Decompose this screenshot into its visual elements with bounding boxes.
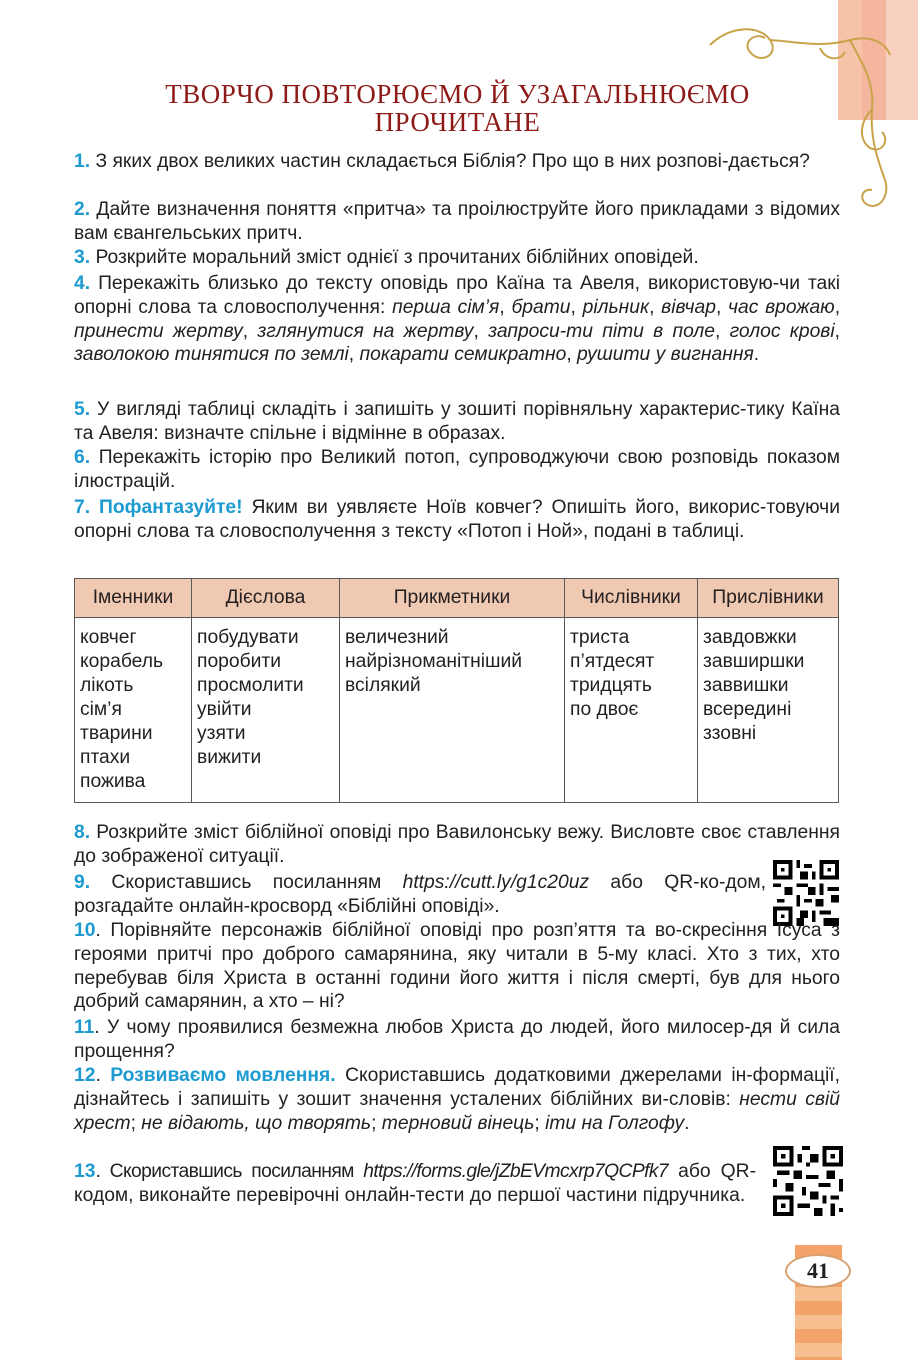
link-forms[interactable]: https://forms.gle/jZbEVmcxrp7QCPfk7	[363, 1161, 669, 1182]
expression: терновий вінець	[381, 1112, 535, 1134]
question-11	[74, 1016, 840, 1064]
word: птахи	[80, 747, 131, 768]
question-6	[74, 446, 840, 494]
question-text: Скориставшись посиланням	[90, 872, 403, 893]
question-text: . У чому проявилися безмежна любов Христа до людей, його милосер-дя й сила прощення?	[74, 1017, 840, 1062]
table-header-row	[75, 579, 839, 618]
table-row	[75, 618, 839, 803]
question-number: 12	[74, 1065, 96, 1086]
header-nouns: Іменники	[75, 579, 192, 618]
question-text: або QR-кодом, виконайте перевірочні онлайн-тести до першої частини підручника.	[74, 1161, 757, 1206]
word: вижити	[197, 747, 262, 768]
keyword: рушити у вигнання	[577, 344, 754, 366]
keyword: вівчар	[661, 296, 716, 318]
question-number: 2.	[74, 199, 91, 220]
keyword: заволокою тинятися по землі	[74, 344, 349, 366]
question-number: 8.	[74, 822, 91, 843]
question-number: 3.	[74, 247, 91, 268]
word: лікоть	[80, 675, 134, 696]
question-2	[74, 198, 840, 246]
question-text: Розкрийте моральний зміст однієї з прочитаних біблійних оповідей.	[90, 247, 699, 268]
numerals-cell	[565, 618, 698, 803]
keyword: час врожаю	[728, 296, 835, 318]
question-text: або QR-ко-дом, розгадайте онлайн-кросворд «Біблійні оповіді».	[74, 872, 766, 917]
word: величезний	[345, 627, 449, 648]
question-5	[74, 398, 840, 446]
keyword: покарати семикратно	[359, 344, 567, 366]
title-line-1: ТВОРЧО ПОВТОРЮЄМО Й УЗАГАЛЬНЮЄМО	[165, 79, 750, 109]
page-title	[100, 80, 815, 136]
link-cutt[interactable]: https://cutt.ly/g1c20uz	[402, 872, 590, 893]
header-numerals: Числівники	[565, 579, 698, 618]
highlight: Розвиваємо мовлення.	[110, 1065, 336, 1086]
header-verbs: Дієслова	[192, 579, 340, 618]
question-number: 11	[74, 1017, 95, 1038]
question-9	[74, 871, 766, 919]
expression: не відають, що творять	[141, 1112, 372, 1134]
word: по двоє	[570, 699, 639, 720]
question-text: Перекажіть близько до тексту оповідь про Каїна та Авеля, використовую-чи такі опорні слова та словосполучення:	[74, 273, 840, 318]
header-adverbs: Прислівники	[698, 579, 839, 618]
word: побудувати	[197, 627, 299, 648]
qr-code-icon[interactable]	[773, 1146, 843, 1216]
word: заввишки	[703, 675, 789, 696]
word: ковчег	[80, 627, 137, 648]
question-4: 4. Перекажіть близько до тексту оповідь про Каїна та Авеля, використовую-чи такі опорні слова та словосполучення: перша сім’я, брати, рільник, вівчар, час врожаю, принести жертву, зглянутися на жертву, запроси-ти піти в поле, голос крові, заволокою тинятися по землі, покарати семикратно, рушити у вигнання.	[74, 273, 841, 366]
word: увійти	[197, 699, 252, 720]
words-table	[74, 578, 839, 803]
title-line-2: ПРОЧИТАНЕ	[374, 107, 541, 137]
keyword: перша сім’я	[392, 296, 500, 318]
keyword: принести жертву	[74, 320, 243, 342]
expression: нести свій хрест	[74, 1088, 840, 1134]
header-adjectives: Прикметники	[340, 579, 565, 618]
question-1	[74, 150, 840, 174]
word: ззовні	[703, 723, 757, 744]
word: узяти	[197, 723, 246, 744]
question-10	[74, 919, 840, 1014]
word: завширшки	[703, 651, 805, 672]
qr-code-icon[interactable]	[772, 860, 840, 926]
question-number: 4.	[74, 273, 91, 294]
word: пожива	[80, 771, 146, 792]
question-text: Перекажіть історію про Великий потоп, супроводжуючи свою розповідь показом ілюстрацій.	[74, 447, 840, 492]
question-text: З яких двох великих частин складається Біблія? Про що в них розпові-дається?	[90, 151, 810, 172]
highlight: Пофантазуйте!	[90, 497, 243, 518]
keyword: голос крові	[729, 320, 835, 342]
word: п’ятдесят	[570, 651, 655, 672]
question-number: 10	[74, 920, 96, 941]
word: сім’я	[80, 699, 122, 720]
question-number: 13	[74, 1161, 96, 1182]
question-3	[74, 246, 840, 270]
word: тварини	[80, 723, 153, 744]
expression: іти на Голгофу	[545, 1112, 685, 1134]
word: завдовжки	[703, 627, 797, 648]
word: тридцять	[570, 675, 652, 696]
question-number: 6.	[74, 447, 91, 468]
question-7	[74, 496, 840, 544]
word: всілякий	[345, 675, 421, 696]
question-number: 7.	[74, 497, 91, 518]
question-text: . Порівняйте персонажів біблійної оповіді про розп’яття та во-скресіння Ісуса з героями притчі про доброго самарянина, яку читали в 5-му класі. Хто з тих, хто перебував біля Христа в останні години його життя і після смерті, був для нього добрий самарянин, а хто – ні?	[74, 920, 840, 1013]
word: поробити	[197, 651, 282, 672]
question-13	[74, 1160, 756, 1208]
word: триста	[570, 627, 630, 648]
question-12: 12. Розвиваємо мовлення. Скориставшись додатковими джерелами ін-формації, дізнайтесь і запишіть у зошит значення усталених біблійних ви-словів: нести свій хрест; не відають, що творять; терновий вінець; іти на Голгофу.	[74, 1065, 841, 1134]
question-text: У вигляді таблиці складіть і запишіть у зошиті порівняльну характерис-тику Каїна та Авеля: визначте спільне і відмінне в образах.	[74, 399, 840, 444]
word: просмолити	[197, 675, 304, 696]
question-text: Яким ви уявляєте Ноїв ковчег? Опишіть його, викорис-товуючи опорні слова та словосполучення з тексту «Потоп і Ной», подані в таблиці.	[74, 497, 840, 542]
verbs-cell	[192, 618, 340, 803]
adverbs-cell	[698, 618, 839, 803]
question-text: Дайте визначення поняття «притча» та проілюструйте його прикладами з відомих вам євангельських притч.	[74, 199, 840, 244]
word: найрізноманітніший	[345, 651, 523, 672]
keyword: зглянутися на жертву	[257, 320, 474, 342]
question-number: 9.	[74, 872, 91, 893]
page-number: 41	[785, 1254, 851, 1288]
question-text: Скориставшись додатковими джерелами ін-формації, дізнайтесь і запишіть у зошит значення усталених біблійних ви-словів:	[74, 1065, 841, 1110]
question-number: 1.	[74, 151, 91, 172]
word: корабель	[80, 651, 164, 672]
question-text: . Скориставшись посиланням	[95, 1161, 364, 1182]
keyword: запроси-ти піти в поле	[488, 320, 716, 342]
word: всередині	[703, 699, 792, 720]
question-number: 5.	[74, 399, 91, 420]
nouns-cell	[75, 618, 192, 803]
adjectives-cell	[340, 618, 565, 803]
keyword: брати	[511, 296, 571, 318]
question-text: Розкрийте зміст біблійної оповіді про Вавилонську вежу. Висловте своє ставлення до зображеної ситуації.	[74, 822, 840, 867]
question-8	[74, 821, 840, 869]
keyword: рільник	[582, 296, 650, 318]
